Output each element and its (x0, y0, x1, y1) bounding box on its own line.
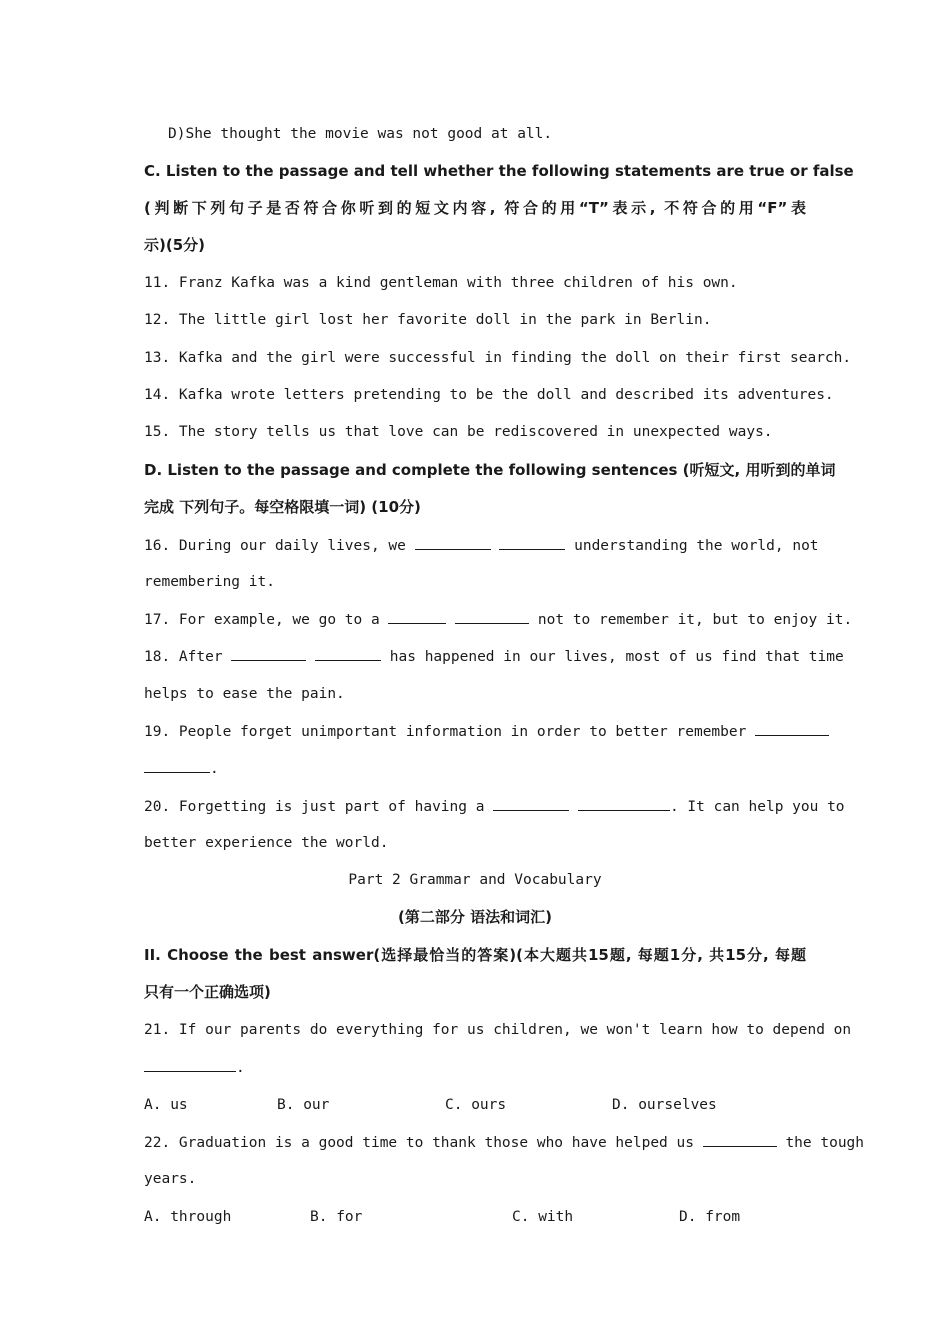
answer-blank[interactable] (755, 721, 829, 736)
answer-blank[interactable] (388, 609, 446, 624)
option-a[interactable]: A. us (144, 1097, 188, 1113)
q20-text-b: . It can help you to (669, 799, 845, 815)
q19-period: . (210, 761, 219, 777)
question-18-line1 (144, 646, 844, 666)
q18-text-a: 18. After (144, 649, 223, 665)
q18-text-b: has happened in our lives, most of us find that time (389, 649, 844, 665)
q19-text-a: 19. People forget unimportant information in order to better remember (144, 724, 747, 740)
question-16-line2: remembering it. (144, 574, 275, 590)
q17-text-a: 17. For example, we go to a (144, 612, 380, 628)
answer-blank[interactable] (144, 758, 210, 773)
part-2-subtitle: (第二部分 语法和词汇) (398, 908, 552, 926)
question-16-line1 (144, 535, 819, 555)
statement-11: 11. Franz Kafka was a kind gentleman with three children of his own. (144, 275, 738, 291)
option-d[interactable]: D. from (679, 1209, 741, 1225)
section-ii-heading-line2: 只有一个正确选项) (144, 983, 271, 1001)
statement-14: 14. Kafka wrote letters pretending to be the doll and described its adventures. (144, 387, 834, 403)
answer-blank[interactable] (231, 646, 306, 661)
q20-text-a: 20. Forgetting is just part of having a (144, 799, 485, 815)
answer-blank[interactable] (578, 796, 670, 811)
option-line: D)She thought the movie was not good at all. (168, 126, 553, 142)
q16-text-b: understanding the world, not (574, 538, 819, 554)
statement-12: 12. The little girl lost her favorite doll in the park in Berlin. (144, 312, 712, 328)
question-20-line1 (144, 796, 845, 816)
section-d-heading-line2: 完成 下列句子。每空格限填一词) (10分) (144, 498, 421, 516)
option-b[interactable]: B. for (310, 1209, 363, 1225)
q21-period: . (236, 1060, 245, 1076)
section-c-heading-line1: C. Listen to the passage and tell whether the following statements are true or false (144, 162, 854, 180)
option-c[interactable]: C. ours (445, 1097, 507, 1113)
q22-text-b: the tough (785, 1135, 865, 1151)
question-21-line2 (144, 1057, 806, 1077)
question-22-line1 (144, 1132, 865, 1152)
option-b[interactable]: B. our (277, 1097, 330, 1113)
question-21-line1: 21. If our parents do everything for us children, we won't learn how to depend on (144, 1022, 852, 1038)
answer-blank[interactable] (499, 535, 565, 550)
question-19-line2 (144, 758, 806, 778)
section-d-heading-line1: D. Listen to the passage and complete the following sentences (听短文, 用听到的单词 (144, 461, 836, 479)
answer-blank[interactable] (703, 1132, 777, 1147)
question-19-line1 (144, 721, 806, 741)
question-18-line2: helps to ease the pain. (144, 686, 345, 702)
option-a[interactable]: A. through (144, 1209, 232, 1225)
question-20-line2: better experience the world. (144, 835, 389, 851)
q16-text-a: 16. During our daily lives, we (144, 538, 406, 554)
question-22-options (144, 1207, 806, 1227)
q17-text-b: not to remember it, but to enjoy it. (537, 612, 853, 628)
section-c-heading-line3: 示)(5分) (144, 236, 206, 254)
statement-13: 13. Kafka and the girl were successful in finding the doll on their first search. (144, 350, 852, 366)
section-c-heading-line2: (判断下列句子是否符合你听到的短文内容, 符合的用“T”表示, 不符合的用“F”表 (144, 199, 806, 217)
question-17 (144, 609, 853, 629)
q22-text-a: 22. Graduation is a good time to thank those who have helped us (144, 1135, 694, 1151)
answer-blank[interactable] (315, 646, 381, 661)
answer-blank[interactable] (455, 609, 529, 624)
answer-blank[interactable] (493, 796, 569, 811)
answer-blank[interactable] (415, 535, 491, 550)
question-21-options (144, 1095, 806, 1115)
statement-15: 15. The story tells us that love can be rediscovered in unexpected ways. (144, 424, 773, 440)
section-ii-heading-line1: II. Choose the best answer(选择最恰当的答案)(本大题共15题, 每题1分, 共15分, 每题 (144, 946, 806, 964)
question-22-line2: years. (144, 1171, 197, 1187)
option-d[interactable]: D. ourselves (612, 1097, 717, 1113)
answer-blank[interactable] (144, 1057, 236, 1072)
part-2-title: Part 2 Grammar and Vocabulary (348, 872, 602, 888)
option-c[interactable]: C. with (512, 1209, 574, 1225)
